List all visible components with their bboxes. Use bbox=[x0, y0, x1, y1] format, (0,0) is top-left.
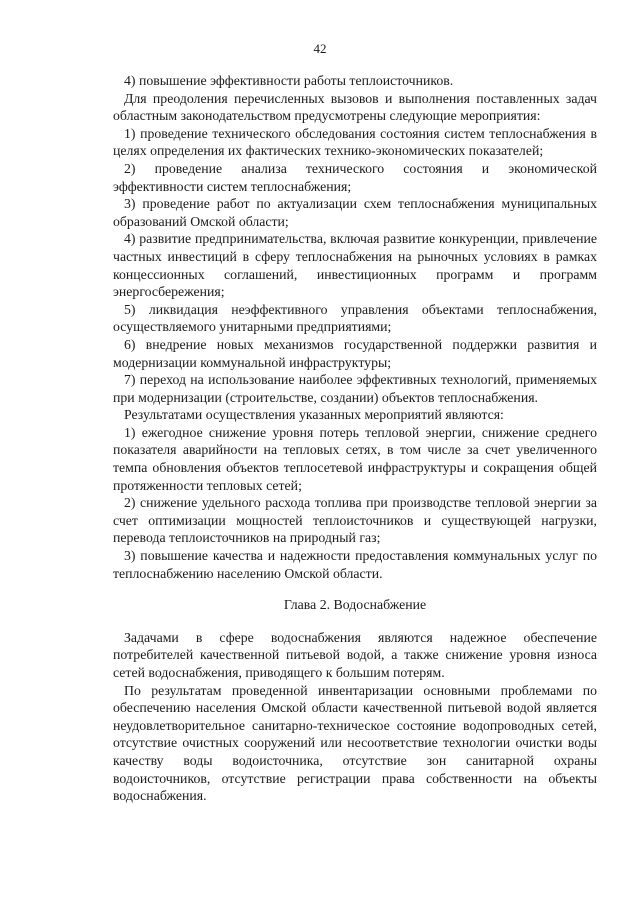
section-heat-supply-text bbox=[113, 72, 597, 582]
list-item: 5) ликвидация неэффективного управления объектами теплоснабжения, осуществляемого унитарными предприятиями; bbox=[113, 301, 597, 335]
list-item: 2) проведение анализа технического состояния и экономической эффективности систем теплоснабжения; bbox=[113, 160, 597, 194]
paragraph: Задачами в сфере водоснабжения являются надежное обеспечение потребителей качественной питьевой водой, а также снижение уровня износа сетей водоснабжения, приводящего к большим потерям. bbox=[113, 629, 597, 680]
page-body bbox=[113, 72, 597, 805]
page-number: 42 bbox=[313, 41, 327, 56]
list-item: 6) внедрение новых механизмов государственной поддержки развития и модернизации коммунальной инфраструктуры; bbox=[113, 336, 597, 370]
list-item: 4) развитие предпринимательства, включая развитие конкуренции, привлечение частных инвестиций в сферу теплоснабжения на рыночных условиях в рамках концессионных соглашений, инвестиционных программ и программ энергосбережения; bbox=[113, 231, 597, 300]
list-item: 2) снижение удельного расхода топлива при производстве тепловой энергии за счет оптимизации мощностей теплоисточников и существующей нагрузки, перевода теплоисточников на природный газ; bbox=[113, 495, 597, 546]
list-item: 1) проведение технического обследования состояния систем теплоснабжения в целях определения их фактических технико-экономических показателей; bbox=[113, 125, 597, 159]
paragraph: Результатами осуществления указанных мероприятий являются: bbox=[124, 407, 504, 423]
paragraph: По результатам проведенной инвентаризации основными проблемами по обеспечению населения Омской области качественной питьевой водой является неудовлетворительное санитарно-техническое состояние водопроводных сетей, отсутствие очистных сооружений или несоответствие технологии очистки воды качеству воды водоисточника, отсутствие зон санитарной охраны водоисточников, отсутствие регистрации права собственности на объекты водоснабжения. bbox=[113, 682, 597, 804]
list-item: 3) проведение работ по актуализации схем теплоснабжения муниципальных образований Омской области; bbox=[113, 196, 597, 229]
chapter-heading: Глава 2. Водоснабжение bbox=[283, 597, 427, 613]
section-water-supply-text bbox=[113, 629, 597, 805]
paragraph: 4) повышение эффективности работы теплоисточников. bbox=[124, 73, 454, 88]
list-item: 7) переход на использование наиболее эффективных технологий, применяемых при модернизации (строительстве, создании) объектов теплоснабжения. bbox=[113, 372, 597, 405]
list-item: 1) ежегодное снижение уровня потерь тепловой энергии, снижение среднего показателя аварийности на тепловых сетях, в том числе за счет увеличенного темпа обновления объектов теплосетевой инфраструктуры и сокращения общей протяженности тепловых сетей; bbox=[113, 424, 597, 493]
list-item: 3) повышение качества и надежности предоставления коммунальных услуг по теплоснабжению населению Омской области. bbox=[113, 548, 597, 581]
paragraph: Для преодоления перечисленных вызовов и выполнения поставленных задач областным законодательством предусмотрены следующие мероприятия: bbox=[113, 90, 597, 124]
